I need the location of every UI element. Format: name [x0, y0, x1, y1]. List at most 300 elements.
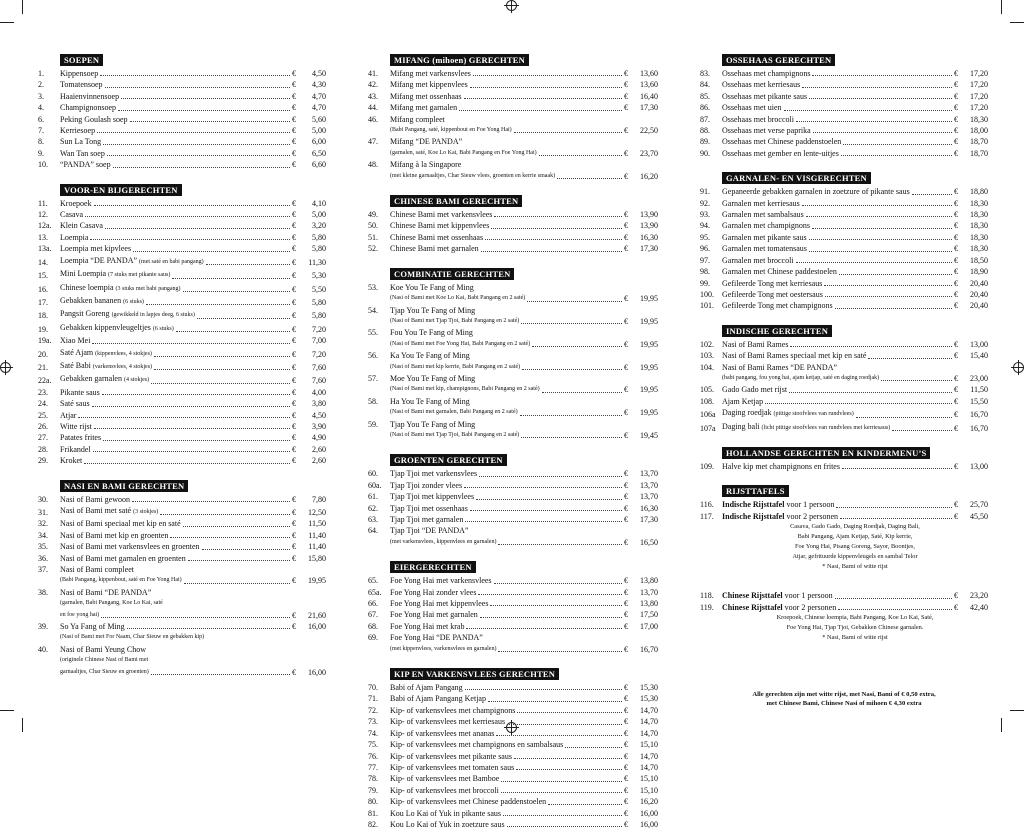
menu-item [368, 693, 658, 704]
euro-sign: € [292, 410, 296, 420]
item-number: 100. [700, 289, 714, 299]
section-header-wrap [38, 476, 326, 494]
item-name-wrap [390, 762, 514, 773]
menu-item [700, 266, 988, 277]
euro-sign: € [954, 461, 958, 471]
item-price: 16,30 [640, 503, 658, 513]
menu-item [368, 575, 658, 586]
item-number: 29. [38, 456, 48, 466]
item-name-wrap [60, 335, 90, 346]
leader-dots [146, 304, 290, 305]
leader-dots [464, 98, 622, 99]
item-name: Foe Yong Hai met krab [390, 621, 465, 631]
item-name-wrap [722, 421, 890, 434]
item-price: 6,60 [312, 160, 326, 170]
item-name-wrap [60, 432, 101, 443]
leader-dots [868, 358, 952, 359]
item-name: Indische Rijsttafel voor 1 persoon [722, 500, 835, 510]
euro-sign: € [624, 294, 628, 304]
item-price: 16,20 [640, 171, 658, 181]
item-price: 11,30 [308, 257, 326, 267]
menu-section [368, 191, 658, 255]
leader-dots [507, 724, 622, 725]
item-price: 18,50 [970, 255, 988, 265]
menu-item [368, 243, 658, 254]
item-price: 3,20 [312, 221, 326, 231]
menu-item [38, 220, 326, 231]
section-header: CHINESE BAMI GERECHTEN [390, 195, 522, 207]
menu-section [38, 50, 326, 171]
euro-sign: € [292, 444, 296, 454]
menu-item [38, 125, 326, 136]
menu-item [368, 136, 658, 147]
item-name: Nasi of Bami Yeung Chow [60, 644, 147, 654]
euro-sign: € [292, 399, 296, 409]
menu-section [38, 476, 326, 679]
item-name-wrap [390, 514, 463, 525]
leader-dots [548, 804, 622, 805]
item-name-wrap [390, 609, 478, 620]
euro-sign: € [624, 126, 628, 136]
item-number: 6. [38, 114, 44, 124]
item-name: Tjap Tjoi met varkensvlees [390, 469, 478, 479]
item-name: Kip- of varkensvlees met broccoli [390, 785, 499, 795]
item-number: 70. [368, 683, 378, 693]
item-name: Kou Lo Kai of Yuk in pikante saus [390, 808, 502, 818]
item-name-wrap [60, 421, 92, 432]
leader-dots [176, 331, 290, 332]
section-header: KIP EN VARKENSVLEES GERECHTEN [390, 668, 559, 680]
rijsttafel-description: Casava, Gado Gado, Daging Roedjak, Daging Bali, [790, 523, 920, 531]
item-price: 5,60 [312, 114, 326, 124]
leader-dots [796, 262, 952, 263]
item-number: 1. [38, 69, 44, 78]
menu-item-note [368, 171, 658, 182]
leader-dots [113, 167, 290, 168]
leader-dots [466, 628, 622, 629]
item-name-wrap [722, 198, 800, 209]
leader-dots [470, 87, 622, 88]
item-name: Kippensoep [60, 69, 99, 78]
item-name-wrap [60, 360, 152, 373]
item-number: 40. [38, 644, 48, 654]
item-name-wrap [60, 159, 111, 170]
menu-column-2 [368, 44, 658, 830]
leader-dots [498, 651, 622, 652]
euro-sign: € [954, 301, 958, 311]
item-number: 106a [700, 410, 716, 420]
item-number: 90. [700, 148, 710, 158]
menu-item [700, 91, 988, 102]
euro-sign: € [292, 667, 296, 677]
item-name-wrap [722, 499, 834, 510]
item-number: 31. [38, 508, 48, 517]
item-price: 4,70 [312, 103, 326, 113]
euro-sign: € [624, 244, 628, 254]
euro-sign: € [292, 376, 296, 386]
item-number: 117. [700, 511, 714, 521]
leader-dots [121, 98, 290, 99]
leader-dots [476, 499, 622, 500]
item-price: 13,00 [970, 461, 988, 471]
crop-mark [0, 710, 14, 711]
item-name-wrap [722, 186, 910, 197]
leader-dots [107, 155, 290, 156]
item-price: 5,00 [312, 126, 326, 136]
item-name: Chinese Rijsttafel voor 2 personen [722, 602, 837, 612]
menu-item [700, 499, 988, 510]
item-name: Kip- of varkensvlees met champignons [390, 705, 516, 715]
menu-item [368, 773, 658, 784]
crop-mark [22, 0, 23, 14]
menu-item [38, 102, 326, 113]
euro-sign: € [624, 717, 628, 727]
euro-sign: € [292, 494, 296, 504]
crop-mark [1001, 718, 1002, 732]
item-name: Kip- of varkensvlees met ananas [390, 728, 495, 738]
item-note: (babi pangang, fou yong hai, ajam ketjap, saté en daging roedjak) [722, 374, 880, 381]
menu-item [38, 322, 326, 335]
item-number: 42. [368, 80, 378, 90]
item-subtext: (kippenvlees, 4 stokjes) [95, 350, 152, 357]
leader-dots [92, 343, 290, 344]
item-number: 19a. [38, 336, 52, 346]
item-name: Nasi of Bami speciaal met kip en saté [60, 519, 181, 529]
item-name-wrap [722, 407, 854, 420]
leader-dots [765, 403, 952, 404]
menu-item [38, 387, 326, 398]
item-name-wrap [390, 220, 489, 231]
item-price: 4,10 [312, 198, 326, 208]
item-name: Mifang met ossenhaas [390, 91, 462, 101]
item-number: 71. [368, 694, 378, 704]
euro-sign: € [624, 503, 628, 513]
euro-sign: € [292, 137, 296, 147]
menu-section [368, 450, 658, 548]
item-name: Nasi of Bami Rames speciaal met kip en saté [722, 351, 867, 361]
item-name-wrap [60, 541, 200, 552]
item-name-wrap [60, 518, 181, 529]
item-name: Kip- of varkensvlees met kerriesaus [390, 717, 506, 727]
leader-dots [93, 451, 290, 452]
euro-sign: € [954, 210, 958, 220]
item-number: 118. [700, 591, 714, 601]
euro-sign: € [954, 351, 958, 361]
item-number: 15. [38, 271, 48, 281]
item-number: 88. [700, 126, 710, 136]
footer-line-1: Alle gerechten zijn met witte rijst, met Nasi, Bami of € 0,50 extra, [752, 691, 936, 698]
item-number: 19. [38, 324, 48, 334]
item-name: Kip- of varkensvlees met Bamboe [390, 774, 500, 784]
euro-sign: € [624, 103, 628, 113]
item-number: 59. [368, 419, 378, 429]
item-price: 19,95 [308, 576, 326, 586]
menu-item [38, 282, 326, 295]
menu-item [38, 410, 326, 421]
section-header-wrap [700, 168, 988, 186]
menu-item-note [368, 316, 658, 327]
menu-item-note [700, 373, 988, 384]
item-name: Tjap Tjoi met kippenvlees [390, 492, 475, 502]
leader-dots [459, 110, 622, 111]
item-name: Ossehaas met verse paprika [722, 126, 811, 136]
item-name-wrap [390, 682, 463, 693]
menu-item [700, 461, 988, 472]
item-name: Ossehaas met Chinese paddenstoelen [722, 137, 842, 147]
item-name-wrap [60, 410, 76, 421]
rijsttafel-description: Atjar, gefrituurde kippenvleugels en sambal Telor [792, 553, 918, 561]
item-number: 50. [368, 221, 378, 231]
item-name: Chinese Bami met varkensvlees [390, 210, 493, 220]
section-header: EIERGERECHTEN [390, 561, 476, 573]
menu-item [368, 808, 658, 819]
rijsttafel-description: Babi Pangang, Ajam Ketjap, Saté, Kip kerrie, [797, 533, 913, 541]
leader-dots [465, 689, 622, 690]
item-name: Gebakken bananen [60, 295, 122, 305]
item-name-wrap [60, 68, 98, 79]
item-name: Koe You Te Fang of Ming [390, 282, 474, 292]
item-price: 4,50 [312, 69, 326, 78]
item-price: 16,70 [640, 644, 658, 654]
leader-dots [151, 674, 290, 675]
item-number: 98. [700, 267, 710, 277]
leader-dots [522, 369, 622, 370]
menu-item [368, 480, 658, 491]
item-name-wrap [722, 278, 822, 289]
item-name: Chinese Rijsttafel voor 1 persoon [722, 591, 833, 601]
item-price: 17,30 [640, 103, 658, 113]
item-name-wrap [60, 79, 103, 90]
section-header-wrap [368, 450, 658, 468]
leader-dots [151, 383, 290, 384]
item-name-wrap [390, 232, 483, 243]
menu-item [368, 503, 658, 514]
item-name-wrap [722, 511, 838, 522]
euro-sign: € [954, 267, 958, 277]
item-price: 45,50 [970, 511, 988, 521]
item-number: 37. [38, 565, 48, 575]
euro-sign: € [292, 221, 296, 231]
item-price: 17,20 [970, 69, 988, 78]
item-name: Garnalen met champignons [722, 221, 810, 231]
euro-sign: € [624, 91, 628, 101]
leader-dots [812, 75, 952, 76]
euro-sign: € [624, 621, 628, 631]
item-subtext: (gewikkeld in lapjes deeg, 6 stuks) [111, 312, 195, 319]
item-name-wrap [390, 796, 546, 807]
item-number: 2. [38, 80, 44, 90]
item-name: Mifang “DE PANDA” [390, 137, 463, 147]
leader-dots [836, 507, 952, 508]
item-name: Foe Yong Hai met garnalen [390, 610, 478, 620]
item-name-wrap [60, 308, 195, 321]
item-number: 13. [38, 232, 48, 242]
item-price: 13,70 [640, 469, 658, 479]
euro-sign: € [624, 762, 628, 772]
menu-item [368, 819, 658, 830]
item-number: 38. [38, 587, 48, 597]
section-header-wrap [368, 191, 658, 209]
menu-item [38, 91, 326, 102]
item-name: Ajam Ketjap [722, 396, 764, 406]
item-name: Tjap Tjoi zonder vlees [390, 480, 463, 490]
item-number: 27. [38, 433, 48, 443]
leader-dots [160, 514, 290, 515]
item-number: 105. [700, 385, 714, 395]
menu-item-note [368, 644, 658, 655]
item-number: 60a. [368, 480, 382, 490]
menu-item [38, 518, 326, 529]
euro-sign: € [624, 515, 628, 524]
item-name: Garnalen met kerriesaus [722, 198, 800, 208]
leader-dots [478, 594, 622, 595]
item-price: 19,95 [640, 294, 658, 304]
leader-dots [130, 121, 290, 122]
item-number: 73. [368, 717, 378, 727]
menu-item-note [38, 655, 326, 666]
item-number: 74. [368, 728, 378, 738]
item-price: 3,80 [312, 399, 326, 409]
item-subtext: (6 stuks) [123, 298, 144, 305]
item-price: 23,00 [970, 373, 988, 383]
menu-item [38, 295, 326, 308]
leader-dots [479, 476, 622, 477]
item-number: 23. [38, 387, 48, 397]
item-name-wrap [390, 79, 468, 90]
item-note: (Babi Pangang, kippenbout, saté en Foe Yong Hai) [60, 577, 182, 584]
item-name-wrap [60, 136, 101, 147]
leader-dots [481, 251, 622, 252]
leader-dots [516, 769, 622, 770]
euro-sign: € [292, 324, 296, 334]
menu-item [700, 278, 988, 289]
leader-dots [813, 132, 952, 133]
rijsttafel-description: * Nasi, Bami of witte rijst [822, 634, 888, 641]
leader-dots [514, 758, 622, 759]
item-number: 52. [368, 244, 378, 254]
leader-dots [183, 291, 290, 292]
euro-sign: € [954, 126, 958, 136]
item-price: 13,00 [970, 339, 988, 349]
euro-sign: € [624, 576, 628, 586]
leader-dots [789, 392, 952, 393]
euro-sign: € [624, 774, 628, 784]
leader-dots [491, 228, 622, 229]
menu-item [700, 125, 988, 136]
menu-item-note [38, 575, 326, 586]
leader-dots [496, 735, 622, 736]
euro-sign: € [292, 362, 296, 372]
leader-dots [840, 518, 952, 519]
item-name: Gado Gado met rijst [722, 385, 788, 395]
menu-item [38, 530, 326, 541]
item-name-wrap [60, 125, 95, 136]
item-number: 10. [38, 160, 48, 170]
section-header-wrap [368, 664, 658, 682]
menu-item-note [368, 148, 658, 159]
section-header-wrap [700, 50, 988, 68]
section-header-wrap [368, 50, 658, 68]
leader-dots [94, 205, 290, 206]
euro-sign: € [954, 148, 958, 158]
menu-item [38, 243, 326, 254]
item-price: 17,00 [640, 621, 658, 631]
item-name-wrap [60, 295, 144, 308]
item-name-wrap [722, 300, 833, 311]
item-price: 7,60 [312, 376, 326, 386]
menu-item [700, 114, 988, 125]
item-number: 55. [368, 328, 378, 338]
item-name: Kroepoek [60, 198, 92, 208]
item-number: 83. [700, 69, 710, 78]
item-number: 53. [368, 282, 378, 292]
item-number: 79. [368, 785, 378, 795]
item-name-wrap [390, 808, 501, 819]
euro-sign: € [292, 148, 296, 158]
menu-item [368, 232, 658, 243]
item-number: 81. [368, 808, 378, 818]
item-name: Ka You Te Fang of Ming [390, 351, 470, 361]
menu-item [38, 232, 326, 243]
euro-sign: € [624, 469, 628, 479]
item-price: 17,30 [640, 244, 658, 254]
euro-sign: € [954, 69, 958, 78]
section-header: SOEPEN [60, 54, 103, 66]
leader-dots [494, 216, 622, 217]
leader-dots [881, 380, 952, 381]
leader-dots [465, 521, 622, 522]
euro-sign: € [624, 221, 628, 231]
item-name-wrap [390, 209, 492, 220]
item-price: 15,10 [640, 774, 658, 784]
euro-sign: € [624, 80, 628, 90]
menu-item [700, 102, 988, 113]
item-name: Garnalen met broccoli [722, 255, 794, 265]
item-price: 13,70 [640, 492, 658, 502]
item-price: 17,50 [640, 610, 658, 620]
item-name: Chinese Bami met garnalen [390, 244, 479, 254]
menu-item [38, 198, 326, 209]
item-note: (garnalen, Babi Pangang, Koe Lo Kai, saté [60, 600, 163, 607]
item-name: Nasi of Bami met varkensvlees en groenten [60, 542, 200, 552]
item-name: Saté Babi [60, 360, 91, 370]
item-price: 21,60 [308, 610, 326, 620]
item-name: Pangsit Goreng [60, 309, 110, 319]
crop-mark [1010, 22, 1024, 23]
euro-sign: € [624, 316, 628, 326]
item-name-wrap [722, 232, 807, 243]
menu-item [700, 186, 988, 197]
menu-item [700, 384, 988, 395]
item-name-wrap [390, 503, 468, 514]
item-price: 12,50 [308, 508, 326, 517]
leader-dots [809, 98, 952, 99]
item-number: 65. [368, 576, 378, 586]
euro-sign: € [292, 284, 296, 294]
item-number: 44. [368, 103, 378, 113]
menu-item [38, 79, 326, 90]
item-number: 43. [368, 91, 378, 101]
menu-item [368, 785, 658, 796]
item-number: 102. [700, 339, 714, 349]
item-number: 109. [700, 461, 714, 471]
item-name: Loempia [60, 232, 89, 242]
euro-sign: € [624, 385, 628, 395]
euro-sign: € [292, 349, 296, 359]
menu-item-note [38, 632, 326, 643]
euro-sign: € [292, 530, 296, 540]
menu-item-note [38, 598, 326, 609]
